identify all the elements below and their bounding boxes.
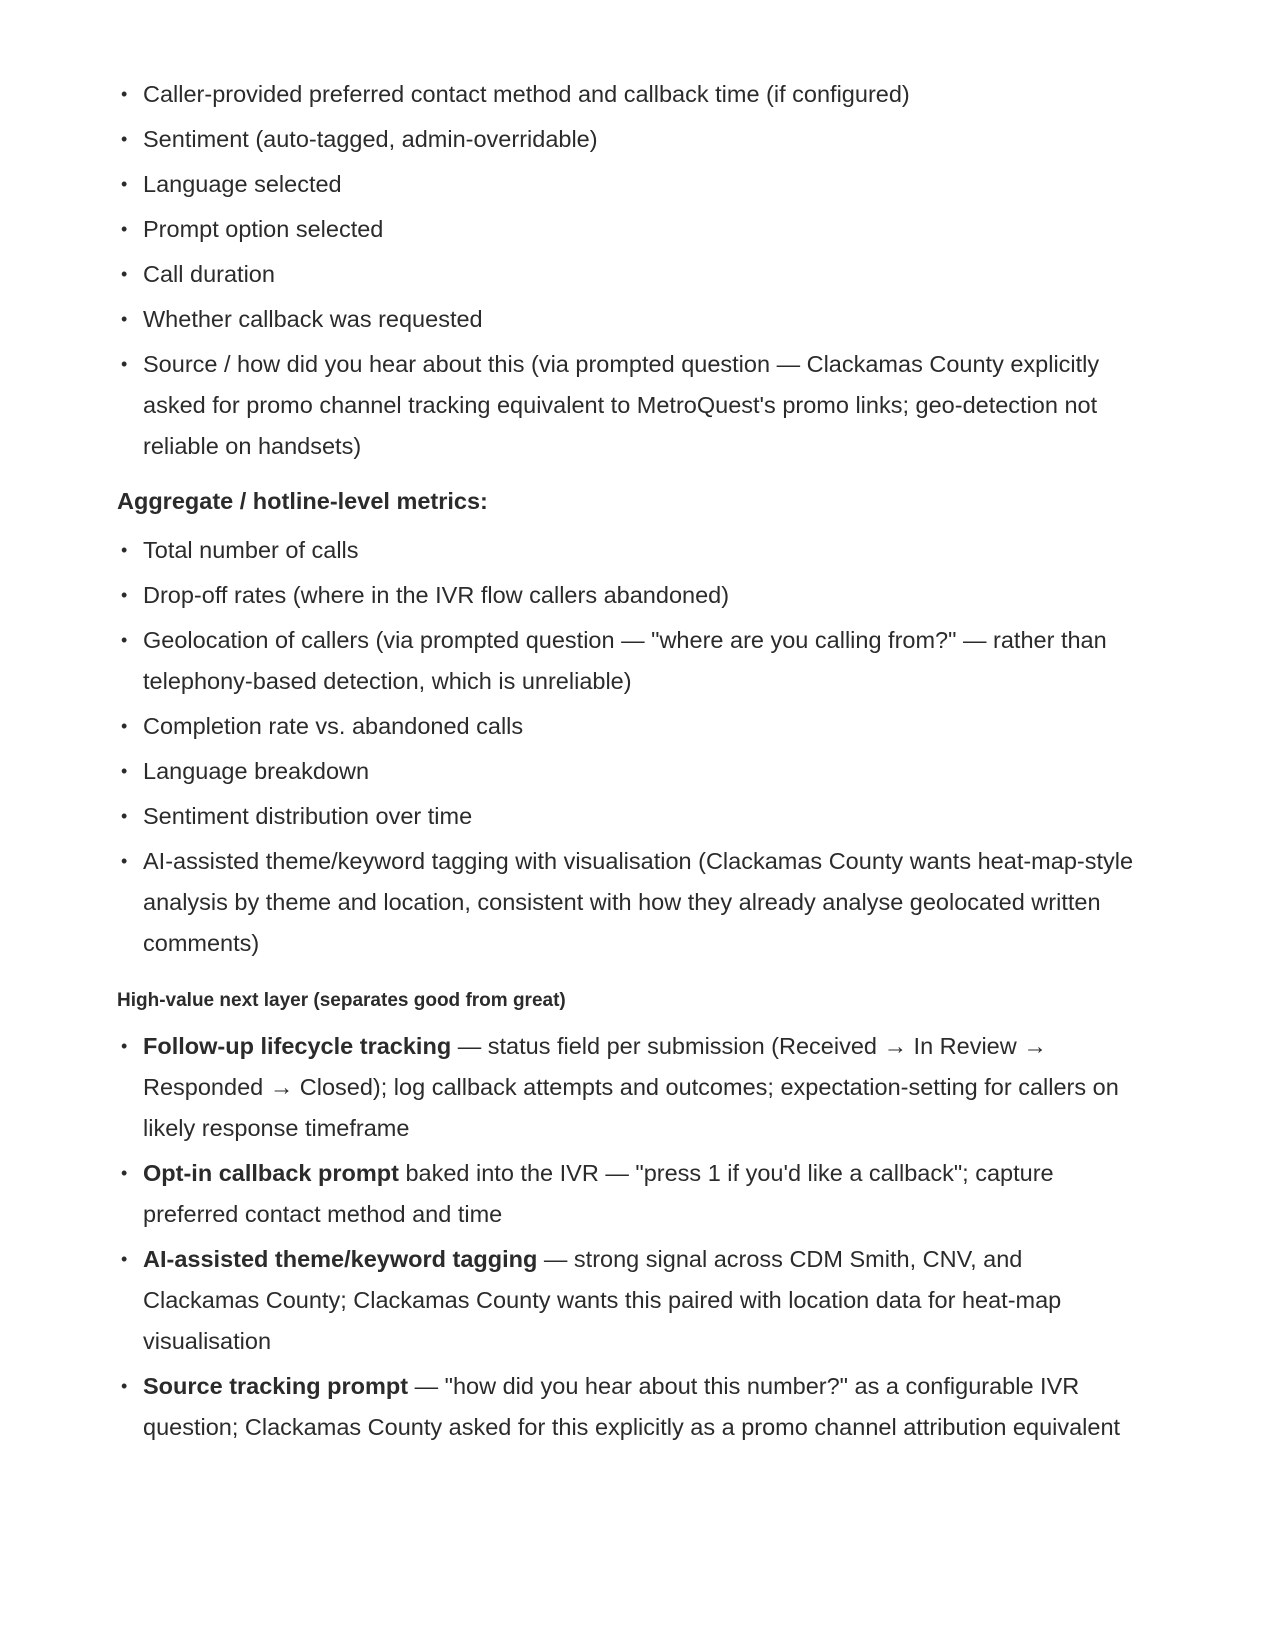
item-title: Opt-in callback prompt <box>143 1160 399 1186</box>
item-title: Follow-up lifecycle tracking <box>143 1033 452 1059</box>
list-item: • Call duration <box>117 254 1135 295</box>
list-item: • Caller-provided preferred contact method and callback time (if configured) <box>117 74 1135 115</box>
next-layer-list <box>117 1026 1135 1448</box>
item-description: baked into the IVR — "press 1 if you'd like a callback"; capture preferred contact method and time <box>143 1160 1054 1227</box>
list-item: • Language selected <box>117 164 1135 205</box>
list-item: • Whether callback was requested <box>117 299 1135 340</box>
list-item: • Sentiment distribution over time <box>117 796 1135 837</box>
list-item <box>117 1153 1135 1235</box>
item-description: — "how did you hear about this number?" as a configurable IVR question; Clackamas County asked for this explicitly as a promo channel attribution equivalent <box>143 1373 1121 1440</box>
next-layer-heading: High-value next layer (separates good from great) <box>117 990 566 1011</box>
list-item: • Completion rate vs. abandoned calls <box>117 706 1135 747</box>
list-item <box>117 1026 1135 1149</box>
list-item: • AI-assisted theme/keyword tagging with visualisation (Clackamas County wants heat-map-style analysis by theme and location, consistent with how they already analyse geolocated written comments) <box>117 841 1135 964</box>
item-description: — strong signal across CDM Smith, CNV, and Clackamas County; Clackamas County wants this paired with location data for heat-map visualisation <box>143 1246 1062 1354</box>
aggregate-metrics-heading: Aggregate / hotline-level metrics: <box>117 488 488 514</box>
list-item: • Total number of calls <box>117 530 1135 571</box>
item-title: Source tracking prompt <box>143 1373 409 1399</box>
list-item: • Drop-off rates (where in the IVR flow callers abandoned) <box>117 575 1135 616</box>
list-item: • Geolocation of callers (via prompted question — "where are you calling from?" — rather than telephony-based detection, which is unreliable) <box>117 620 1135 702</box>
list-item: • Language breakdown <box>117 751 1135 792</box>
list-item: • Sentiment (auto-tagged, admin-overridable) <box>117 119 1135 160</box>
list-item <box>117 1366 1135 1448</box>
item-description: — status field per submission (Received → In Review → Responded → Closed); log callback attempts and outcomes; expectation-setting for callers on likely response timeframe <box>143 1033 1119 1141</box>
list-item <box>117 1239 1135 1362</box>
list-item: • Prompt option selected <box>117 209 1135 250</box>
call-data-list <box>117 74 1135 467</box>
aggregate-metrics-list <box>117 530 1135 964</box>
item-title: AI-assisted theme/keyword tagging <box>143 1246 538 1272</box>
list-item: • Source / how did you hear about this (via prompted question — Clackamas County explicitly asked for promo channel tracking equivalent to MetroQuest's promo links; geo-detection not reliable on handsets) <box>117 344 1135 467</box>
